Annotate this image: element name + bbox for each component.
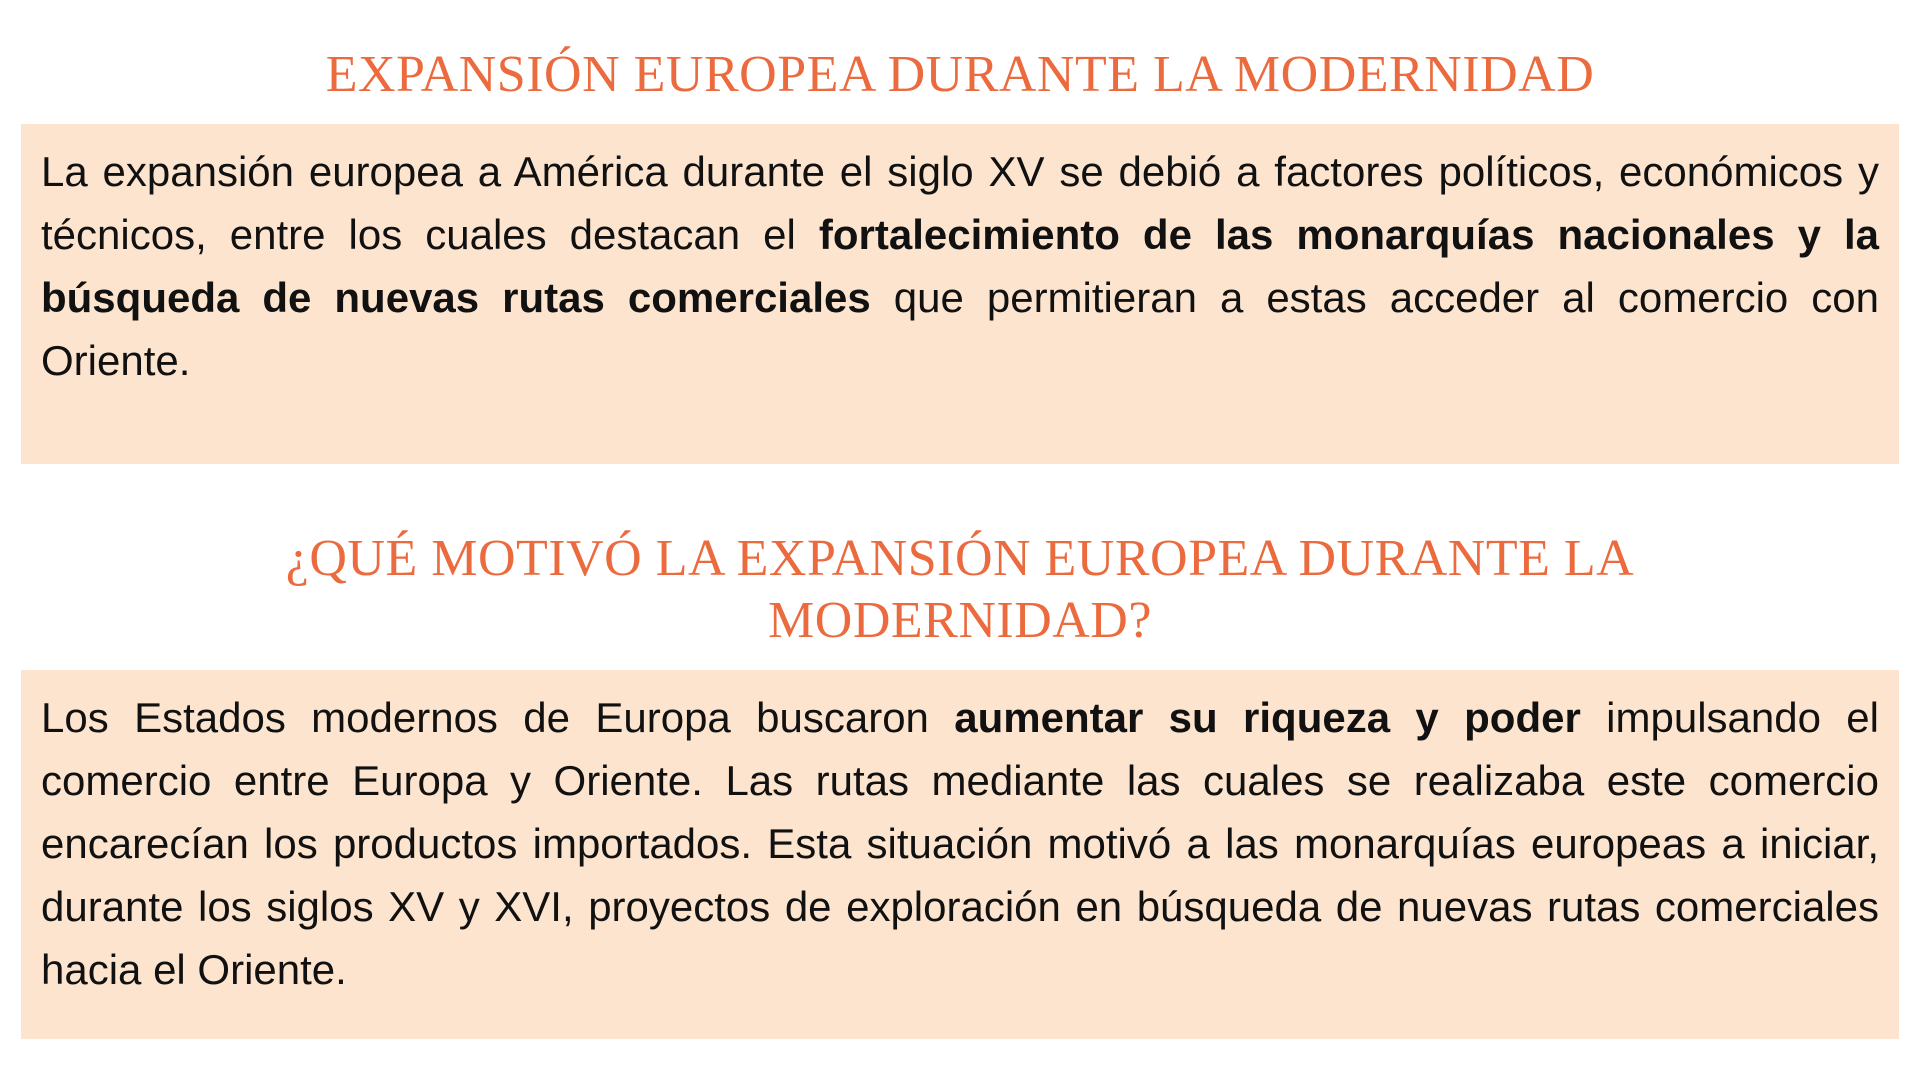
section-1-text-bold: fortalecimiento de las monarquías nacionales y la búsqueda de nuevas rutas comerciales [41,211,1879,321]
section-1-text-start: La expansión europea a América durante el siglo XV se debió a factores políticos, económicos y técnicos, entre los cuales destacan el [41,148,1879,258]
section-2-title [0,528,1920,652]
section-2-text-start: Los Estados modernos de Europa buscaron [41,694,955,741]
section-1-box [21,124,1899,464]
section-1-paragraph [41,140,1879,392]
section-2-box [21,670,1899,1039]
section-2-paragraph [41,686,1879,1001]
section-2-text-end: impulsando el comercio entre Europa y Oriente. Las rutas mediante las cuales se realizaba este comercio encarecían los productos importados. Esta situación motivó a las monarquías europeas a iniciar, durante los siglos XV y XVI, proyectos de exploración en búsqueda de nuevas rutas comerciales hacia el Oriente. [41,694,1879,993]
section-2-title-line-1: ¿QUÉ MOTIVÓ LA EXPANSIÓN EUROPEA DURANTE LA [285,530,1635,587]
section-1-text-end: que permitieran a estas acceder al comercio con Oriente. [41,274,1879,384]
section-1-title: EXPANSIÓN EUROPEA DURANTE LA MODERNIDAD [325,46,1595,103]
section-2-title-line-2: MODERNIDAD? [768,592,1152,649]
section-2-text-bold: aumentar su riqueza y poder [954,694,1581,741]
